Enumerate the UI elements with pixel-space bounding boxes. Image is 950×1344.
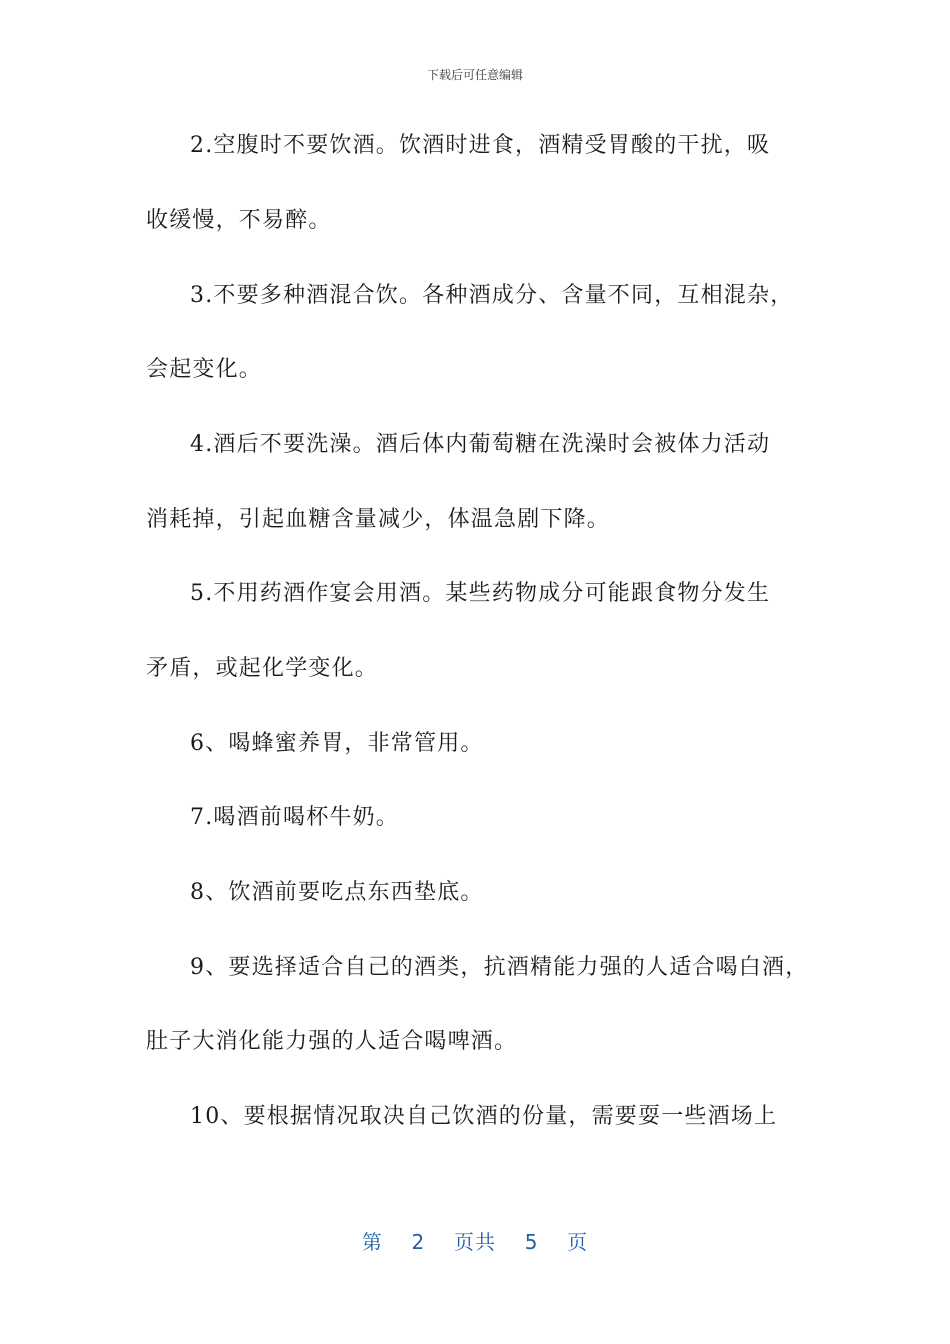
paragraph-line: 收缓慢，不易醉。 [146,208,332,233]
page-current: 2 [411,1230,426,1254]
paragraph-line: 4.酒后不要洗澡。酒后体内葡萄糖在洗澡时会被体力活动 [190,432,771,457]
paragraph-line: 9、要选择适合自己的酒类，抗酒精能力强的人适合喝白酒， [190,955,809,980]
page-suffix: 页 [567,1230,589,1254]
paragraph-line: 3.不要多种酒混合饮。各种酒成分、含量不同，互相混杂， [190,283,794,308]
paragraph-line: 会起变化。 [146,357,263,382]
page-middle: 页共 [454,1230,496,1254]
paragraph-line: 6、喝蜂蜜养胃，非常管用。 [190,731,484,756]
paragraph-line: 2.空腹时不要饮酒。饮酒时进食，酒精受胃酸的干扰，吸 [190,133,771,158]
paragraph-line: 10、要根据情况取决自己饮酒的份量，需要耍一些酒场上 [190,1104,778,1129]
paragraph-line: 5.不用药酒作宴会用酒。某些药物成分可能跟食物分发生 [190,581,771,606]
page-total: 5 [524,1230,539,1254]
header-note: 下载后可任意编辑 [426,68,523,82]
paragraph-line: 7.喝酒前喝杯牛奶。 [190,805,399,830]
page-number-footer [0,1226,950,1255]
paragraph-line: 肚子大消化能力强的人适合喝啤酒。 [146,1029,518,1054]
page-prefix: 第 [361,1230,383,1254]
paragraph-line: 8、饮酒前要吃点东西垫底。 [190,880,484,905]
paragraph-line: 矛盾，或起化学变化。 [146,656,379,681]
paragraph-line: 消耗掉，引起血糖含量减少，体温急剧下降。 [146,507,611,532]
